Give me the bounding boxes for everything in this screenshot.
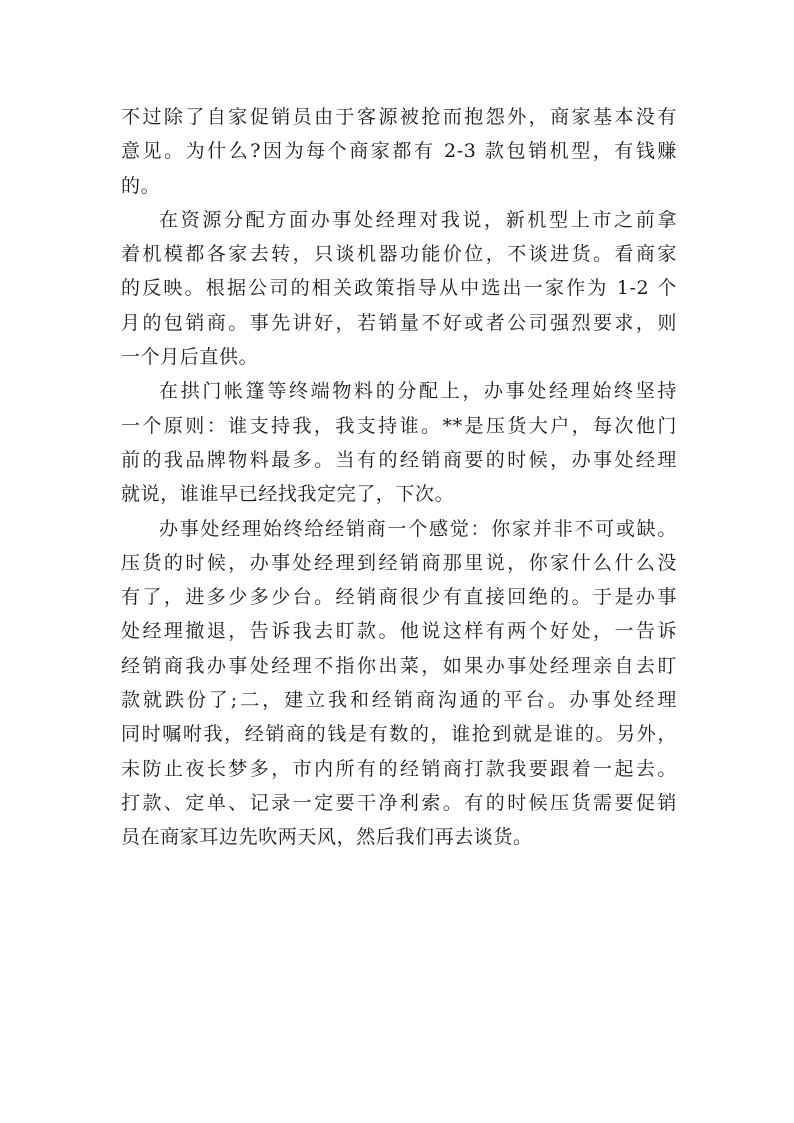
paragraph-3-line-1: 在拱门帐篷等终端物料的分配上，办事处经理始终坚持 bbox=[159, 380, 677, 403]
paragraph-4-line-6: 款就跌份了;二，建立我和经销商沟通的平台。办事处经理 bbox=[121, 689, 677, 712]
document-page bbox=[121, 100, 677, 855]
paragraph-2-line-4: 月的包销商。事先讲好，若销量不好或者公司强烈要求，则 bbox=[121, 311, 677, 334]
paragraph-3-line-3: 前的我品牌物料最多。当有的经销商要的时候，办事处经理 bbox=[121, 448, 677, 471]
paragraph-1-line-2: 意见。为什么?因为每个商家都有 2-3 款包销机型，有钱赚 bbox=[121, 140, 677, 163]
paragraph-4-line-3: 有了，进多少多少台。经销商很少有直接回绝的。于是办事 bbox=[121, 586, 677, 609]
paragraph-4-line-4: 处经理撤退，告诉我去盯款。他说这样有两个好处，一告诉 bbox=[121, 620, 677, 643]
paragraph-1-line-1: 不过除了自家促销员由于客源被抢而抱怨外，商家基本没有 bbox=[121, 106, 677, 128]
paragraph-4-line-1: 办事处经理始终给经销商一个感觉：你家并非不可或缺。 bbox=[159, 517, 677, 540]
paragraph-3-line-4: 就说，谁谁早已经找我定完了，下次。 bbox=[121, 483, 455, 506]
paragraph-2-line-1: 在资源分配方面办事处经理对我说，新机型上市之前拿 bbox=[159, 208, 677, 231]
paragraph-4-line-7: 同时嘱咐我，经销商的钱是有数的，谁抢到就是谁的。另外， bbox=[121, 723, 677, 746]
paragraph-4-line-8: 未防止夜长梦多，市内所有的经销商打款我要跟着一起去。 bbox=[121, 757, 677, 780]
paragraph-4-line-9: 打款、定单、记录一定要干净利索。有的时候压货需要促销 bbox=[121, 791, 677, 814]
paragraph-4-line-10: 员在商家耳边先吹两天风，然后我们再去谈货。 bbox=[121, 826, 533, 849]
paragraph-2-line-3: 的反映。根据公司的相关政策指导从中选出一家作为 1-2 个 bbox=[121, 277, 677, 300]
paragraph-2-line-2: 着机模都各家去转，只谈机器功能价位，不谈进货。看商家 bbox=[121, 243, 677, 266]
paragraph-2-line-5: 一个月后直供。 bbox=[121, 346, 259, 369]
paragraph-4-line-5: 经销商我办事处经理不指你出菜，如果办事处经理亲自去盯 bbox=[121, 654, 677, 677]
paragraph-3-line-2: 一个原则：谁支持我，我支持谁。**是压货大户，每次他门 bbox=[121, 414, 677, 437]
paragraph-1-line-3: 的。 bbox=[121, 174, 161, 197]
paragraph-4-line-2: 压货的时候，办事处经理到经销商那里说，你家什么什么没 bbox=[121, 551, 677, 574]
